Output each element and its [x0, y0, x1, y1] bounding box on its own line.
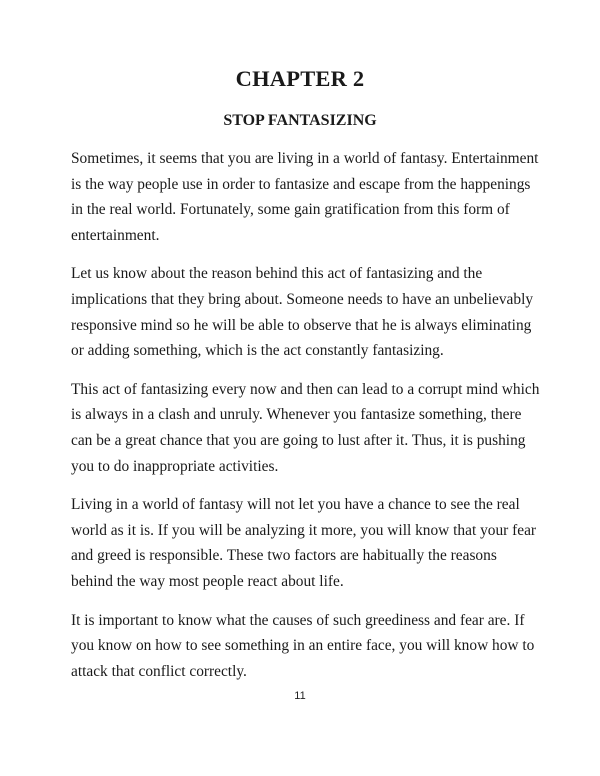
- section-title: STOP FANTASIZING: [223, 112, 377, 129]
- paragraph-4: Living in a world of fantasy will not let you have a chance to see the real world as it is. If you will be analyzing it more, you will know that your fear and greed is responsible. These two factors are habitually the reasons behind the way most people react about life.: [71, 496, 537, 590]
- page-number: 11: [294, 690, 306, 702]
- paragraph-5: It is important to know what the causes of such greediness and fear are. If you know on how to see something in an entire face, you will know how to attack that conflict correctly.: [71, 611, 535, 680]
- body-text: [71, 146, 541, 697]
- chapter-heading: CHAPTER 2: [235, 66, 365, 91]
- paragraph-1: Sometimes, it seems that you are living in a world of fantasy. Entertainment is the way people use in order to fantasize and escape from the happenings in the real world. Fortunately, some gain gratification from this form of entertainment.: [71, 150, 539, 244]
- paragraph-2: Let us know about the reason behind this act of fantasizing and the implications that they bring about. Someone needs to have an unbelievably responsive mind so he will be able to observe that he is always eliminating or adding something, which is the act constantly fantasizing.: [71, 265, 534, 360]
- paragraph-3: This act of fantasizing every now and then can lead to a corrupt mind which is always in a clash and unruly. Whenever you fantasize something, there can be a great chance that you are going to lust after it. Thus, it is pushing you to do inappropriate activities.: [71, 380, 540, 475]
